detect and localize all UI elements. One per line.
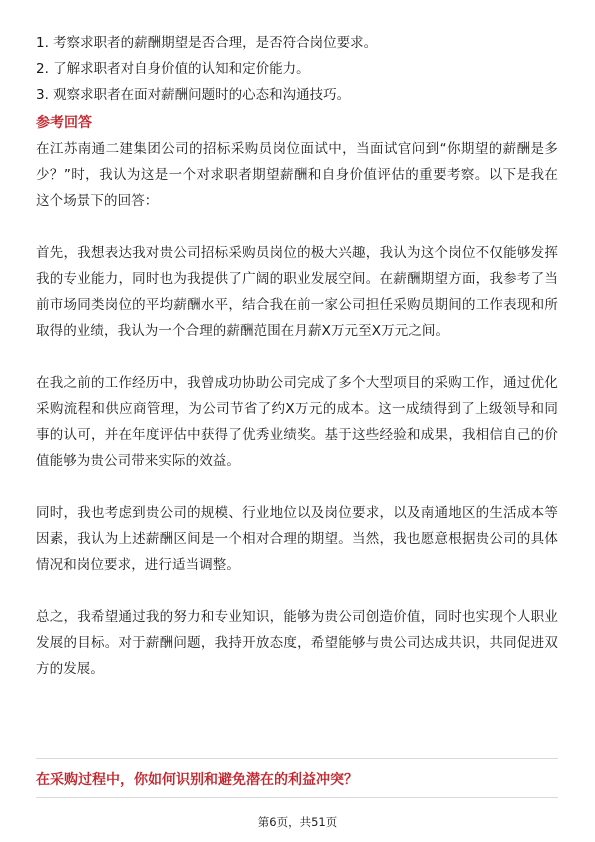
section-divider-bottom	[36, 797, 558, 798]
objective-item-1: 1. 考察求职者的薪酬期望是否合理，是否符合岗位要求。	[36, 35, 378, 51]
page-content	[36, 30, 558, 682]
answer-paragraph-1: 首先，我想表达我对贵公司招标采购员岗位的极大兴趣，我认为这个岗位不仅能够发挥我的专业能力，同时也为我提供了广阔的职业发展空间。在薪酬期望方面，我参考了当前市场同类岗位的平均薪酬水平，结合我在前一家公司担任采购员期间的工作表现和所取得的业绩，我认为一个合理的薪酬范围在月薪X万元至X万元之间。	[36, 245, 558, 339]
objective-item-2: 2. 了解求职者对自身价值的认知和定价能力。	[36, 61, 310, 77]
paragraph-spacer	[36, 578, 558, 604]
section-divider-top	[36, 758, 558, 759]
paragraph-spacer	[36, 214, 558, 240]
page-number-footer: 第6页，共51页	[257, 815, 338, 829]
paragraph-spacer	[36, 474, 558, 500]
answer-paragraph-4: 总之，我希望通过我的努力和专业知识，能够为贵公司创造价值，同时也实现个人职业发展的目标。对于薪酬问题，我持开放态度，希望能够与贵公司达成共识，共同促进双方的发展。	[36, 609, 558, 677]
objective-item-3: 3. 观察求职者在面对薪酬问题时的心态和沟通技巧。	[36, 87, 351, 103]
next-question-heading: 在采购过程中，你如何识别和避免潜在的利益冲突？	[36, 772, 358, 788]
answer-paragraph-3: 同时，我也考虑到贵公司的规模、行业地位以及岗位要求，以及南通地区的生活成本等因素，我认为上述薪酬区间是一个相对合理的期望。当然，我也愿意根据贵公司的具体情况和岗位要求，进行适当调整。	[36, 505, 558, 573]
paragraph-spacer	[36, 344, 558, 370]
answer-paragraph-2: 在我之前的工作经历中，我曾成功协助公司完成了多个大型项目的采购工作，通过优化采购流程和供应商管理，为公司节省了约X万元的成本。这一成绩得到了上级领导和同事的认可，并在年度评估中获得了优秀业绩奖。基于这些经验和成果，我相信自己的价值能够为贵公司带来实际的效益。	[36, 375, 558, 469]
answer-heading: 参考回答	[36, 115, 92, 131]
answer-paragraph-intro: 在江苏南通二建集团公司的招标采购员岗位面试中，当面试官问到“你期望的薪酬是多少？”时，我认为这是一个对求职者期望薪酬和自身价值评估的重要考察。以下是我在这个场景下的回答：	[36, 141, 558, 209]
